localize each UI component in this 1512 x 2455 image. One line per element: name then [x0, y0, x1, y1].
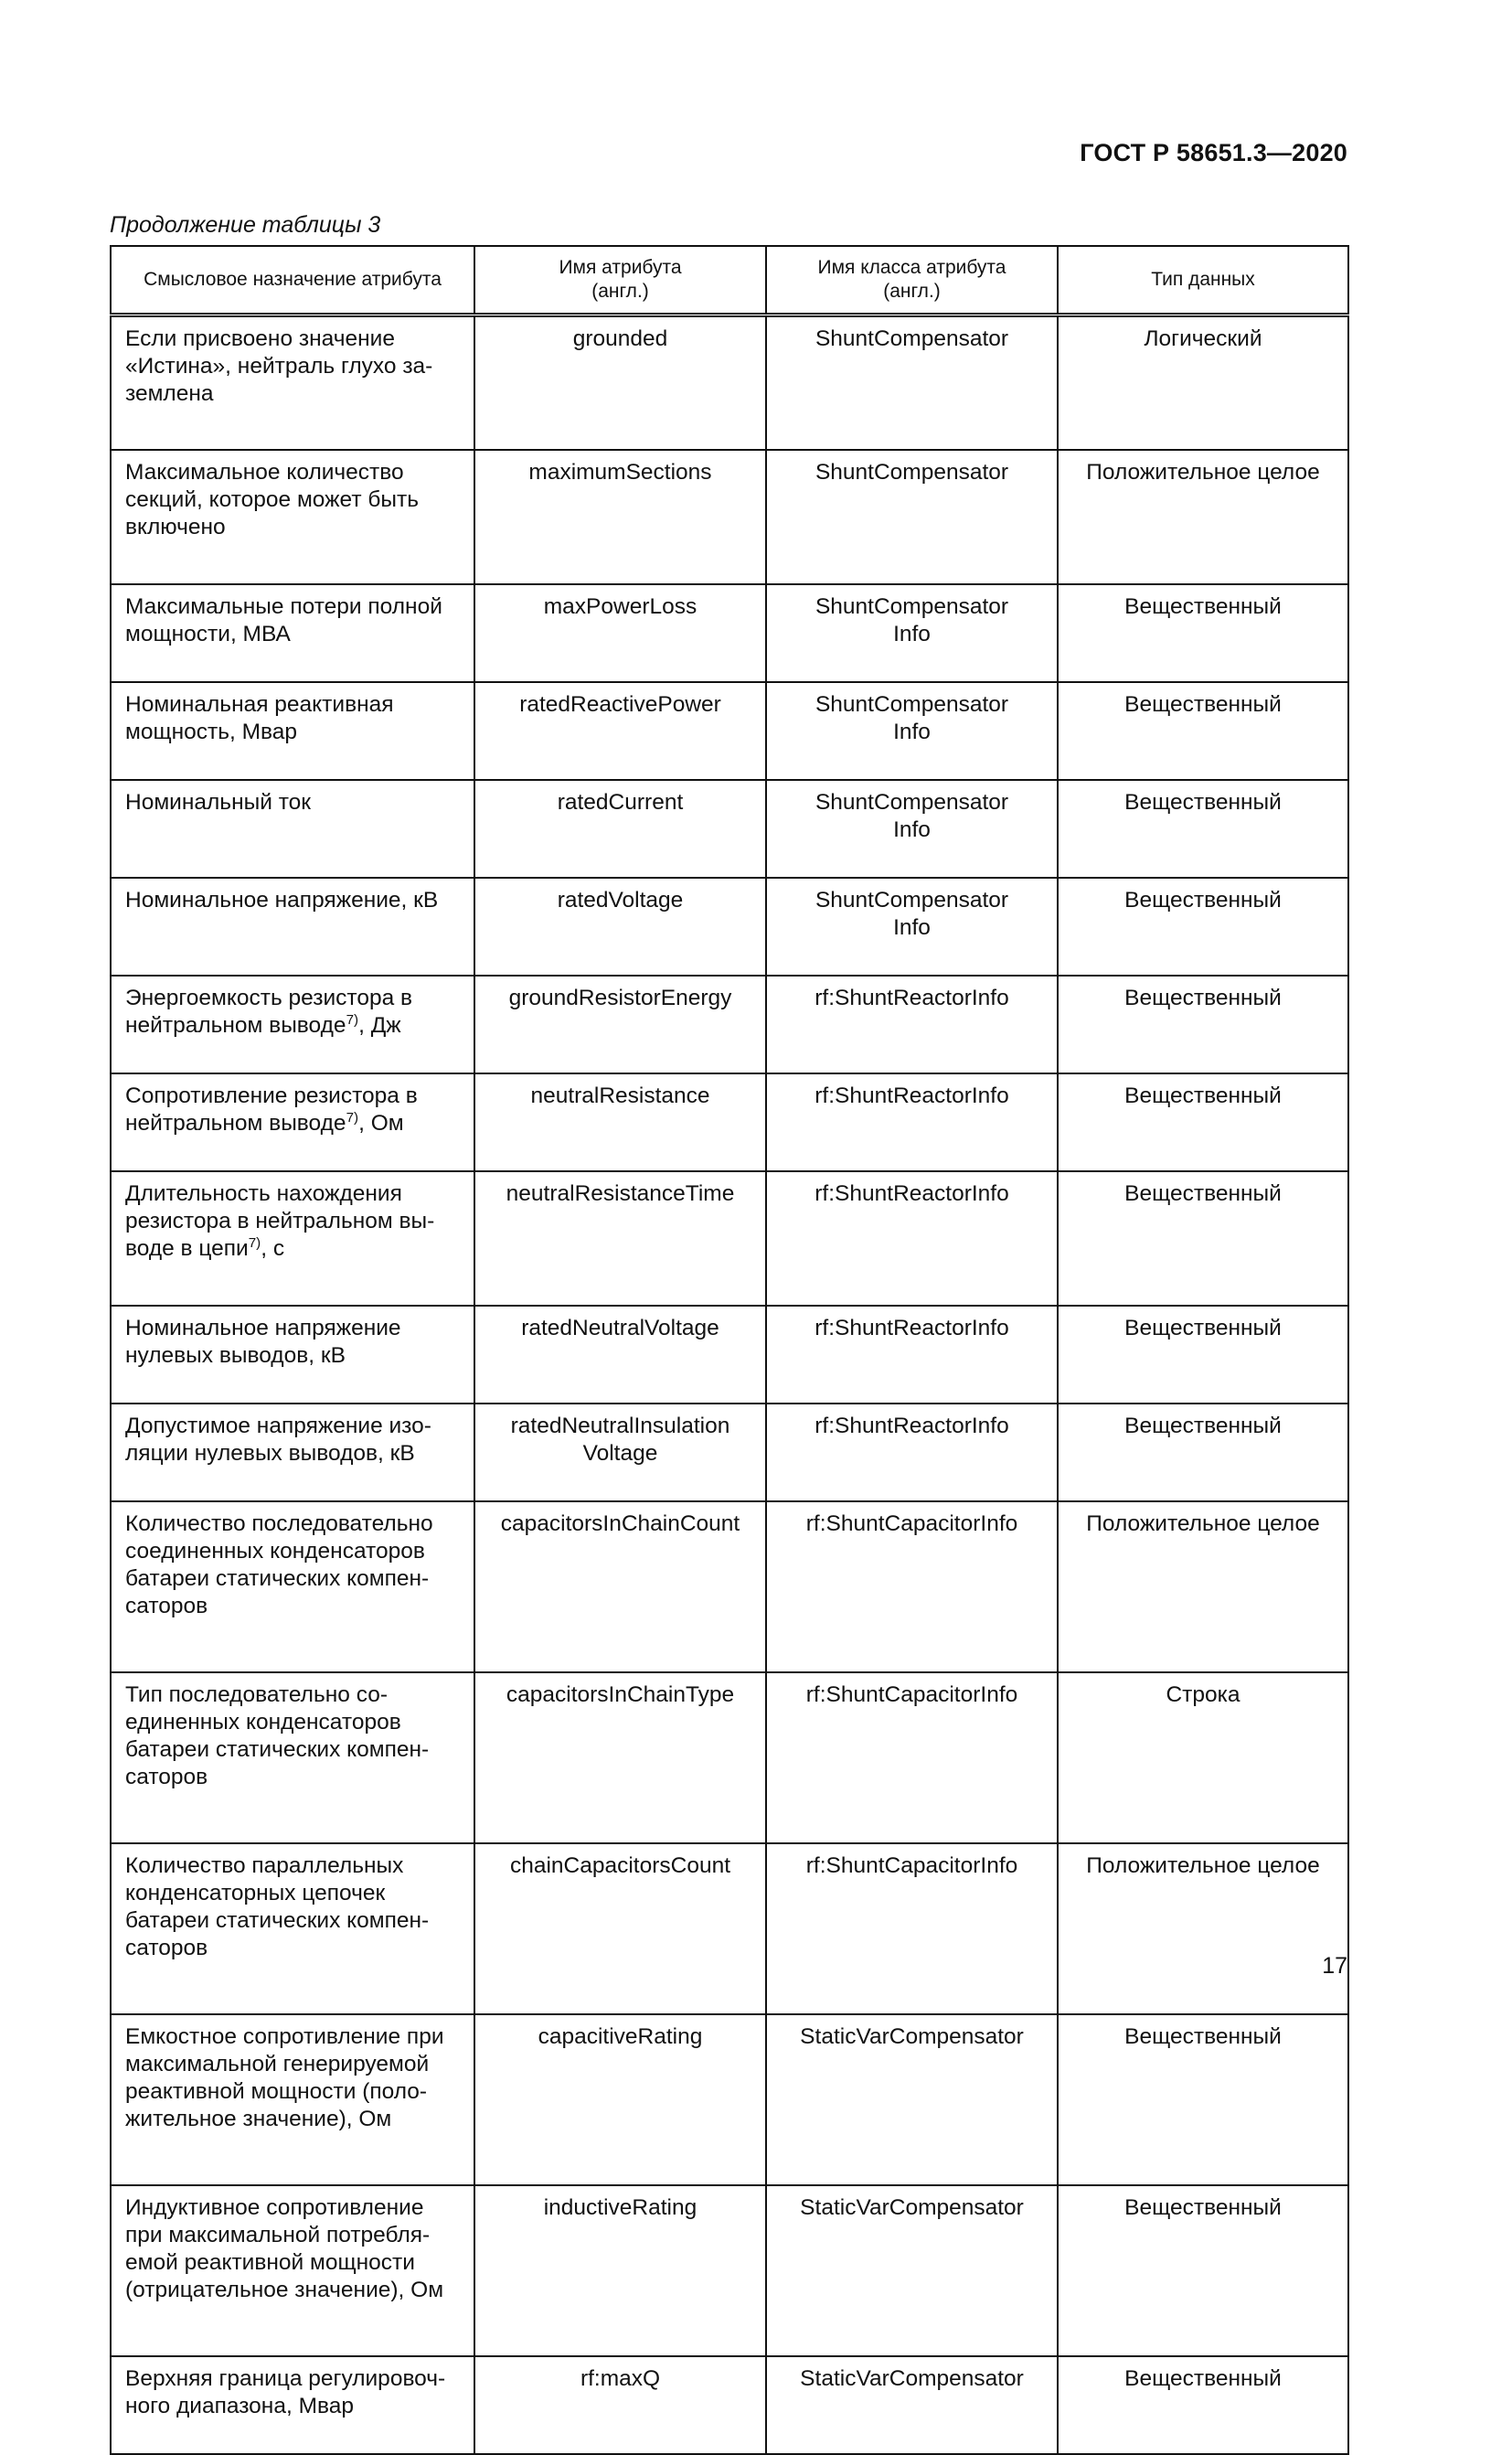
- cell-class-name: rf:ShuntReactorInfo: [766, 1306, 1058, 1404]
- cell-meaning: Номинальный ток: [111, 780, 474, 878]
- cell-data-type: Вещественный: [1058, 2356, 1348, 2454]
- table-row: [111, 1843, 1348, 2014]
- column-header-data-type: Тип данных: [1058, 246, 1348, 315]
- cell-data-type: Вещественный: [1058, 878, 1348, 976]
- cell-data-type: Положительное целое: [1058, 1843, 1348, 2014]
- cell-attribute-name: grounded: [474, 315, 766, 450]
- cell-attribute-name: maxPowerLoss: [474, 584, 766, 682]
- cell-attribute-name: maximumSections: [474, 450, 766, 584]
- cell-data-type: Вещественный: [1058, 584, 1348, 682]
- column-header-attribute-name: Имя атрибута (англ.): [474, 246, 766, 315]
- cell-class-name: rf:ShuntReactorInfo: [766, 1073, 1058, 1171]
- cell-class-name: ShuntCompensator: [766, 450, 1058, 584]
- cell-meaning: Тип последовательно со- единенных конденсаторов батареи статических компен- саторов: [111, 1672, 474, 1843]
- cell-attribute-name: inductiveRating: [474, 2185, 766, 2356]
- cell-meaning: Длительность нахождения резистора в нейтральном вы- воде в цепи$^{7)}$, с: [111, 1171, 474, 1306]
- cell-attribute-name: ratedReactivePower: [474, 682, 766, 780]
- cell-attribute-name: ratedCurrent: [474, 780, 766, 878]
- cell-meaning: Номинальное напряжение, кВ: [111, 878, 474, 976]
- cell-class-name: rf:ShuntReactorInfo: [766, 1171, 1058, 1306]
- table-row: [111, 450, 1348, 584]
- cell-data-type: Вещественный: [1058, 780, 1348, 878]
- table-row: [111, 976, 1348, 1073]
- table-row: [111, 1171, 1348, 1306]
- cell-meaning: Количество параллельных конденсаторных цепочек батареи статических компен- саторов: [111, 1843, 474, 2014]
- cell-class-name: StaticVarCompensator: [766, 2014, 1058, 2185]
- cell-attribute-name: neutralResistance: [474, 1073, 766, 1171]
- table-row: [111, 780, 1348, 878]
- cell-class-name: ShuntCompensator Info: [766, 780, 1058, 878]
- cell-attribute-name: ratedNeutralInsulation Voltage: [474, 1404, 766, 1501]
- cell-class-name: rf:ShuntReactorInfo: [766, 976, 1058, 1073]
- cell-meaning: Емкостное сопротивление при максимальной генерируемой реактивной мощности (поло- жительное значение), Ом: [111, 2014, 474, 2185]
- cell-data-type: Логический: [1058, 315, 1348, 450]
- table-row: [111, 1404, 1348, 1501]
- cell-class-name: ShuntCompensator Info: [766, 682, 1058, 780]
- cell-meaning: Энергоемкость резистора в нейтральном выводе$^{7)}$, Дж: [111, 976, 474, 1073]
- table-row: [111, 878, 1348, 976]
- cell-meaning: Номинальная реактивная мощность, Мвар: [111, 682, 474, 780]
- cell-meaning: Количество последовательно соединенных конденсаторов батареи статических компен- саторов: [111, 1501, 474, 1672]
- cell-class-name: rf:ShuntCapacitorInfo: [766, 1501, 1058, 1672]
- cell-data-type: Строка: [1058, 1672, 1348, 1843]
- table-row: [111, 584, 1348, 682]
- cell-meaning: Максимальное количество секций, которое может быть включено: [111, 450, 474, 584]
- attribute-table: [110, 245, 1349, 2455]
- cell-data-type: Вещественный: [1058, 976, 1348, 1073]
- cell-meaning: Индуктивное сопротивление при максимальной потребля- емой реактивной мощности (отрицательное значение), Ом: [111, 2185, 474, 2356]
- table-header-row: [111, 246, 1348, 315]
- table-row: [111, 315, 1348, 450]
- table-caption: Продолжение таблицы 3: [110, 212, 381, 238]
- cell-meaning: Максимальные потери полной мощности, МВА: [111, 584, 474, 682]
- cell-class-name: ShuntCompensator Info: [766, 584, 1058, 682]
- cell-attribute-name: chainCapacitorsCount: [474, 1843, 766, 2014]
- cell-meaning: Если присвоено значение «Истина», нейтраль глухо за- землена: [111, 315, 474, 450]
- cell-class-name: StaticVarCompensator: [766, 2356, 1058, 2454]
- cell-class-name: ShuntCompensator Info: [766, 878, 1058, 976]
- cell-attribute-name: capacitiveRating: [474, 2014, 766, 2185]
- page-number: 17: [1322, 1953, 1347, 1979]
- table-row: [111, 2356, 1348, 2454]
- table-row: [111, 1306, 1348, 1404]
- table-row: [111, 1672, 1348, 1843]
- cell-class-name: rf:ShuntCapacitorInfo: [766, 1843, 1058, 2014]
- cell-data-type: Положительное целое: [1058, 1501, 1348, 1672]
- cell-data-type: Вещественный: [1058, 1073, 1348, 1171]
- table-row: [111, 1073, 1348, 1171]
- cell-data-type: Вещественный: [1058, 2014, 1348, 2185]
- cell-attribute-name: ratedNeutralVoltage: [474, 1306, 766, 1404]
- cell-meaning: Сопротивление резистора в нейтральном выводе$^{7)}$, Ом: [111, 1073, 474, 1171]
- cell-data-type: Вещественный: [1058, 1171, 1348, 1306]
- cell-attribute-name: groundResistorEnergy: [474, 976, 766, 1073]
- cell-meaning: Допустимое напряжение изо- ляции нулевых выводов, кВ: [111, 1404, 474, 1501]
- table-row: [111, 682, 1348, 780]
- cell-attribute-name: ratedVoltage: [474, 878, 766, 976]
- cell-attribute-name: rf:maxQ: [474, 2356, 766, 2454]
- cell-data-type: Вещественный: [1058, 1404, 1348, 1501]
- table-row: [111, 2185, 1348, 2356]
- column-header-class-name: Имя класса атрибута (англ.): [766, 246, 1058, 315]
- standard-designation: ГОСТ Р 58651.3—2020: [1080, 139, 1347, 166]
- cell-meaning: Номинальное напряжение нулевых выводов, кВ: [111, 1306, 474, 1404]
- cell-attribute-name: neutralResistanceTime: [474, 1171, 766, 1306]
- cell-class-name: StaticVarCompensator: [766, 2185, 1058, 2356]
- cell-class-name: rf:ShuntCapacitorInfo: [766, 1672, 1058, 1843]
- cell-class-name: ShuntCompensator: [766, 315, 1058, 450]
- cell-attribute-name: capacitorsInChainCount: [474, 1501, 766, 1672]
- table-row: [111, 2014, 1348, 2185]
- cell-data-type: Положительное целое: [1058, 450, 1348, 584]
- cell-meaning: Верхняя граница регулировоч- ного диапазона, Мвар: [111, 2356, 474, 2454]
- column-header-meaning: Смысловое назначение атрибута: [111, 246, 474, 315]
- cell-class-name: rf:ShuntReactorInfo: [766, 1404, 1058, 1501]
- cell-data-type: Вещественный: [1058, 1306, 1348, 1404]
- table-row: [111, 1501, 1348, 1672]
- cell-data-type: Вещественный: [1058, 682, 1348, 780]
- cell-attribute-name: capacitorsInChainType: [474, 1672, 766, 1843]
- cell-data-type: Вещественный: [1058, 2185, 1348, 2356]
